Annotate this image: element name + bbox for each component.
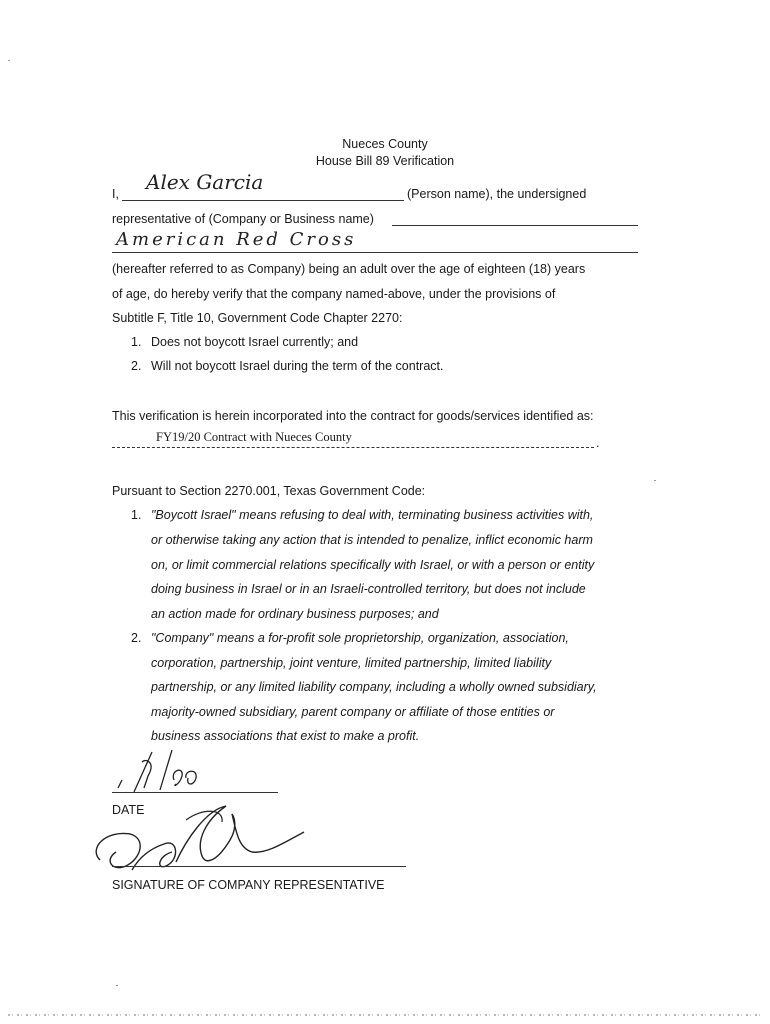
contract-end: . — [596, 436, 600, 450]
company-line-2 — [112, 252, 638, 253]
company-line-1 — [392, 225, 638, 226]
scan-speck — [8, 60, 10, 61]
intro-prefix: I, — [112, 187, 119, 201]
definition-1-line-1: "Boycott Israel" means refusing to deal with, terminating business activities with, — [151, 508, 594, 522]
verification-text-1: Does not boycott Israel currently; and — [151, 335, 359, 349]
person-name-line — [122, 200, 404, 201]
person-label: (Person name), the undersigned — [407, 187, 587, 201]
definition-2-line-2: corporation, partnership, joint venture, limited partnership, limited liability — [151, 656, 552, 670]
person-name-handwritten: Alex Garcia — [146, 170, 264, 194]
representative-line: representative of (Company or Business name) — [112, 212, 374, 226]
definition-2-line-5: business associations that exist to make a profit. — [151, 729, 420, 743]
definition-1-line-5: an action made for ordinary business purposes; and — [151, 607, 439, 621]
definition-1-line-2: or otherwise taking any action that is intended to penalize, inflict economic harm — [151, 533, 593, 547]
company-handwritten: American Red Cross — [116, 229, 357, 250]
verification-num-1: 1. — [131, 335, 142, 349]
intro-line-3: Subtitle F, Title 10, Government Code Chapter 2270: — [112, 311, 403, 325]
date-line — [112, 792, 278, 793]
signature-label: SIGNATURE OF COMPANY REPRESENTATIVE — [112, 878, 385, 892]
contract-line — [112, 447, 594, 448]
hereafter-text: (hereafter referred to as Company) being an adult over the age of eighteen (18) years — [112, 262, 586, 276]
pursuant-heading: Pursuant to Section 2270.001, Texas Government Code: — [112, 484, 426, 498]
definition-2-line-3: partnership, or any limited liability company, including a wholly owned subsidiary, — [151, 680, 597, 694]
scan-speck — [116, 985, 118, 986]
handwritten-date — [112, 748, 222, 798]
definition-1-line-3: on, or limit commercial relations specifically with Israel, or with a person or entity — [151, 558, 595, 572]
incorporation-text: This verification is herein incorporated into the contract for goods/services identified as: — [112, 409, 594, 423]
intro-line-2: of age, do hereby verify that the company named-above, under the provisions of — [112, 287, 556, 301]
scan-edge-noise — [8, 1014, 763, 1016]
definition-num-1: 1. — [131, 508, 142, 522]
verification-text-2: Will not boycott Israel during the term of the contract. — [151, 359, 444, 373]
bill-title: House Bill 89 Verification — [315, 154, 455, 168]
verification-num-2: 2. — [131, 359, 142, 373]
contract-name: FY19/20 Contract with Nueces County — [156, 430, 352, 444]
definition-num-2: 2. — [131, 631, 142, 645]
signature-line — [112, 866, 406, 867]
handwritten-signature — [86, 800, 316, 880]
definition-2-line-4: majority-owned subsidiary, parent company or affiliate of those entities or — [151, 705, 555, 719]
definition-2-line-1: "Company" means a for-profit sole proprietorship, organization, association, — [151, 631, 569, 645]
date-label: DATE — [112, 803, 145, 817]
scan-speck — [654, 480, 656, 481]
county-title: Nueces County — [342, 137, 428, 151]
definition-1-line-4: doing business in Israel or in an Israeli-controlled territory, but does not include — [151, 582, 586, 596]
